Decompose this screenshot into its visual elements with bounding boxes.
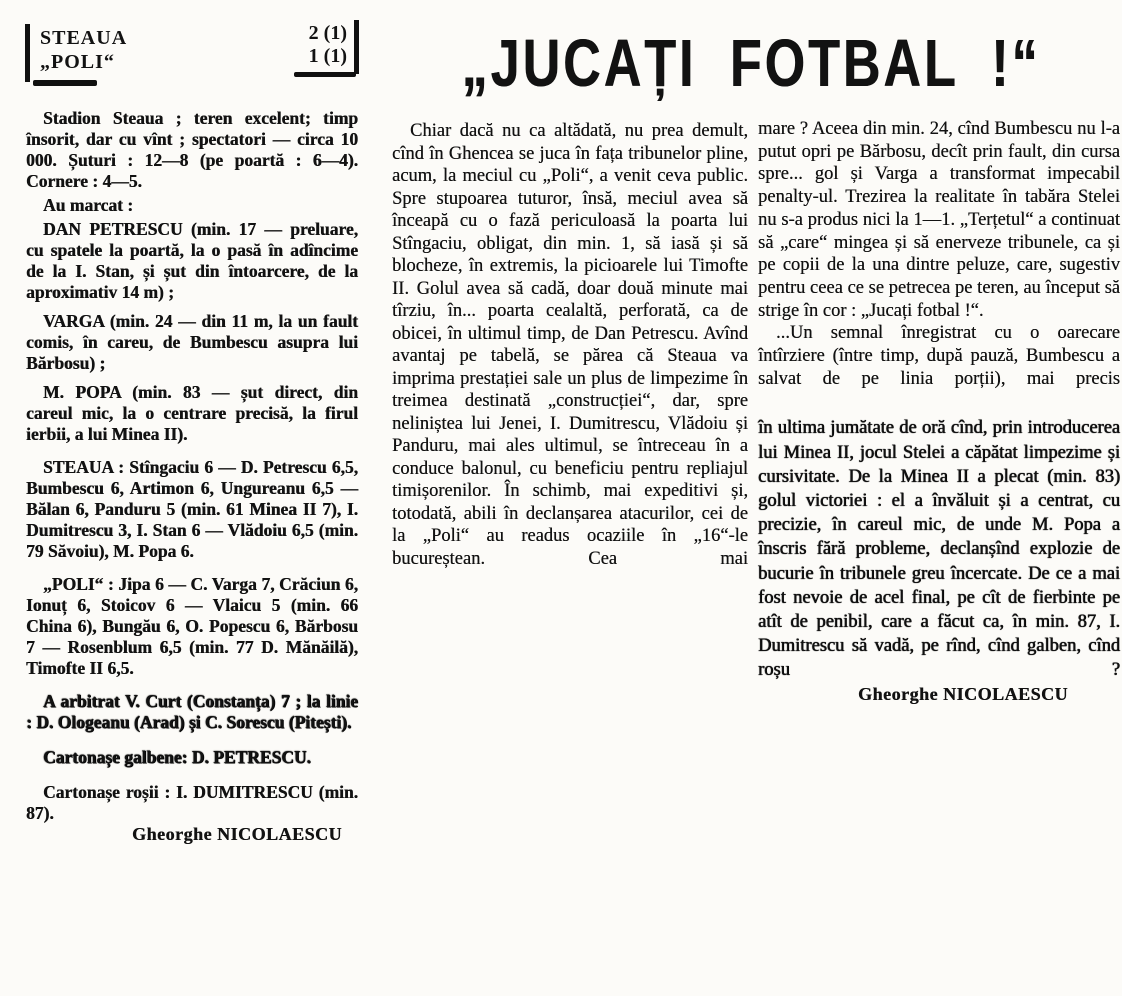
match-info: Stadion Steaua ; teren excelent; timp însorit, dar cu vînt ; spectatori — circa 10 000. Șuturi : 12—8 (pe poartă : 6—4). Cornere : 4—5. [26,108,358,191]
scorers-heading: Au marcat : [43,195,134,215]
score-values [309,22,347,68]
scorer-entry-3: M. POPA (min. 83 — șut direct, din careul mic, la o centrare precisă, la firul ierbii, a lui Minea II). [26,382,358,444]
home-team-name: STEAUA [40,27,128,49]
referees: A arbitrat V. Curt (Constanța) 7 ; la linie : D. Ologeanu (Arad) și C. Sorescu (Pitești). [26,691,358,732]
article-paragraph-1: Chiar dacă nu ca altădată, nu prea demult, cînd în Ghencea se juca în fața tribunelor pline, acum, la meciul cu „Poli“, a venit ceva public. Spre stupoarea tuturor, însă, meciul avea să înceapă cu o fază periculoasă la poarta lui Stîngaciu, obligat, din min. 1, să iasă și să blocheze, în extremis, la picioarele lui Timofte II. Golul avea să cadă, doar două minute mai tîrziu, în... poarta cealaltă, perforată, ca de obicei, în ultimul timp, de Dan Petrescu. Avînd avantaj pe tabelă, se părea că Steaua va imprima prestației sale un plus de limpezime în treimea destinată „construcției“, dar, spre neliniștea lui Jenei, I. Dumitrescu, Vlădoiu și Panduru, mai ales ultimul, se întreceau în a conduce balonul, cu beneficiu pentru repliajul timișorenilor. În schimb, mai expeditivi și, totodată, abili în declanșarea atacurilor, cei de la „Poli“ au readus ocaziile în „16“-le bucureștean. Cea mai [392,121,748,569]
scorebox-left-bar [25,24,30,82]
steaua-lineup: STEAUA : Stîngaciu 6 — D. Petrescu 6,5, Bumbescu 6, Artimon 6, Ungureanu 6,5 — Bălan 6, Panduru 5 (min. 61 Minea II 7), I. Dumitrescu 3, I. Stan 6 — Vlădoiu 6,5 (min. 79 Săvoiu), M. Popa 6. [26,457,358,561]
author-byline-right: Gheorghe NICOLAESCU [857,683,1068,704]
article-paragraph-4: în ultima jumătate de oră cînd, prin introducerea lui Minea II, jocul Stelei a căpătat limpezime și cursivitate. De la Minea II a plecat (min. 83) golul victoriei : el a învăluit și a centrat, cu precizie, în careul mic, de unde M. Popa a înscris fără probleme, declanșînd explozie de bucurie în tribunele greu încercate. De ce a mai fost nevoie de acel final, pe cît de fierbinte pe atît de penibil, care a făcut ca, în min. 87, I. Dumitrescu să vadă, pe rînd, cînd galben, cînd roșu ? [758,418,1120,681]
away-score: 1 (1) [308,45,347,67]
home-score: 2 (1) [308,22,347,44]
article-column-1 [392,120,748,570]
scorer-entry-1: DAN PETRESCU (min. 17 — preluare, cu spatele la poartă, la o pasă în adîncime de la I. Stan, și șut din întoarcere, de la aproximativ 14 m) ; [26,219,358,302]
article-paragraph-3: ...Un semnal înregistrat cu o oarecare întîrziere (între timp, după pauză, Bumbescu a salvat de pe linia porții), mai precis [758,323,1120,389]
yellow-cards: Cartonașe galbene: D. PETRESCU. [43,747,311,767]
red-cards: Cartonașe roșii : I. DUMITRESCU (min. 87). [26,782,358,823]
scorebox-right-bar [354,20,359,74]
author-byline-left: Gheorghe NICOLAESCU [131,824,342,844]
article-column-2 [758,118,1120,705]
scorer-entry-2: VARGA (min. 24 — din 11 m, la un fault comis, în careu, de Bumbescu asupra lui Bărbosu) ; [26,311,358,373]
match-facts-column [26,108,358,845]
article-paragraph-2: mare ? Aceea din min. 24, cînd Bumbescu nu l-a putut opri pe Bărbosu, decît prin fault, din cursa spre... gol și Varga a transformat impecabil penalty-ul. Trezirea la realitate în tabăra Stelei nu s-a produs nici la 1—1. „Terțetul“ a continuat să „care“ mingea și să enerveze tribunele, ca și pe copii de la una dintre peluze, care, sugestiv pentru ceea ce se petrecea pe teren, au început să strige în cor : „Jucați fotbal !“. [758,119,1120,321]
scorebox-underline-left [33,80,97,86]
team-names [40,26,127,74]
score-box [25,20,359,86]
away-team-name: „POLI“ [40,51,115,73]
poli-lineup: „POLI“ : Jipa 6 — C. Varga 7, Crăciun 6, Ionuț 6, Stoicov 6 — Vlaicu 5 (min. 66 China 6), Bungău 6, O. Popescu 6, Bărbosu 7 — Rosenblum 6,5 (min. 77 D. Mănăilă), Timofte II 6,5. [26,574,358,678]
article-headline: „JUCAȚI FOTBAL !“ [461,27,1041,102]
scorebox-underline-right [294,72,356,77]
